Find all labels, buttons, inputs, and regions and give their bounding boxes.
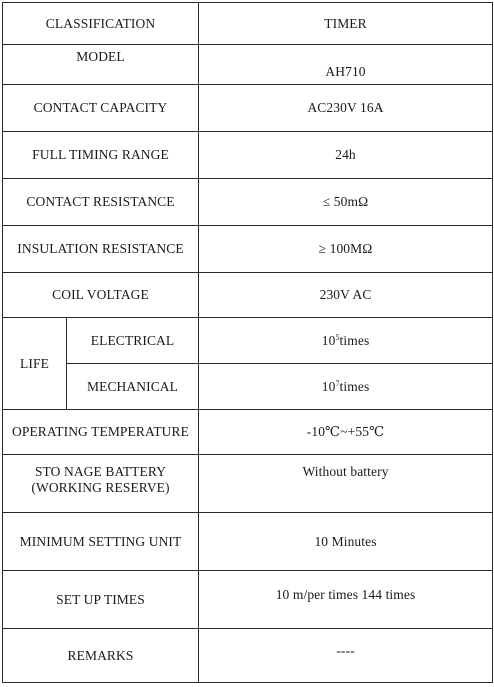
table-row-life-mechanical <box>3 364 493 410</box>
classification-value: TIMER <box>199 3 493 45</box>
life-electrical-exponent: 5 <box>335 332 340 342</box>
table-row-classification <box>3 3 493 45</box>
contact-capacity-label: CONTACT CAPACITY <box>3 85 199 132</box>
contact-resistance-value: ≤ 50mΩ <box>199 179 493 226</box>
full-timing-range-label: FULL TIMING RANGE <box>3 132 199 179</box>
minimum-setting-unit-value: 10 Minutes <box>199 513 493 571</box>
minimum-setting-unit-label: MINIMUM SETTING UNIT <box>3 513 199 571</box>
storage-battery-label <box>3 455 199 513</box>
table-row-storage-battery <box>3 455 493 513</box>
model-value: AH710 <box>199 45 493 85</box>
coil-voltage-value: 230V AC <box>199 273 493 318</box>
insulation-resistance-label: INSULATION RESISTANCE <box>3 226 199 273</box>
life-mechanical-exponent: 7 <box>335 378 340 388</box>
table-row-full-timing-range <box>3 132 493 179</box>
contact-resistance-label: CONTACT RESISTANCE <box>3 179 199 226</box>
storage-battery-label-line2: (WORKING RESERVE) <box>31 480 170 495</box>
set-up-times-value: 10 m/per times 144 times <box>199 571 493 629</box>
table-row-coil-voltage <box>3 273 493 318</box>
table-row-insulation-resistance <box>3 226 493 273</box>
life-electrical-unit: times <box>339 332 370 348</box>
table-row-model <box>3 45 493 85</box>
specification-table <box>2 2 493 683</box>
table-row-set-up-times <box>3 571 493 629</box>
insulation-resistance-value: ≥ 100MΩ <box>199 226 493 273</box>
life-mechanical-value <box>199 364 493 410</box>
table-row-operating-temperature <box>3 410 493 455</box>
life-mechanical-unit: times <box>339 378 370 394</box>
operating-temperature-label: OPERATING TEMPERATURE <box>3 410 199 455</box>
model-label: MODEL <box>3 45 199 85</box>
storage-battery-label-line1: STO NAGE BATTERY <box>34 464 167 479</box>
storage-battery-value: Without battery <box>199 455 493 513</box>
life-mechanical-base: 10 <box>321 378 336 394</box>
table-row-contact-capacity <box>3 85 493 132</box>
life-mechanical-label: MECHANICAL <box>67 364 199 410</box>
life-electrical-base: 10 <box>321 332 336 348</box>
classification-label: CLASSIFICATION <box>3 3 199 45</box>
contact-capacity-value: AC230V 16A <box>199 85 493 132</box>
remarks-label: REMARKS <box>3 629 199 683</box>
operating-temperature-value: -10℃~+55℃ <box>199 410 493 455</box>
remarks-value: ---- <box>199 629 493 683</box>
set-up-times-label: SET UP TIMES <box>3 571 199 629</box>
life-electrical-label: ELECTRICAL <box>67 318 199 364</box>
table-row-remarks <box>3 629 493 683</box>
table-row-minimum-setting-unit <box>3 513 493 571</box>
table-row-life-electrical <box>3 318 493 364</box>
life-electrical-value <box>199 318 493 364</box>
life-label: LIFE <box>3 318 67 410</box>
full-timing-range-value: 24h <box>199 132 493 179</box>
table-row-contact-resistance <box>3 179 493 226</box>
coil-voltage-label: COIL VOLTAGE <box>3 273 199 318</box>
